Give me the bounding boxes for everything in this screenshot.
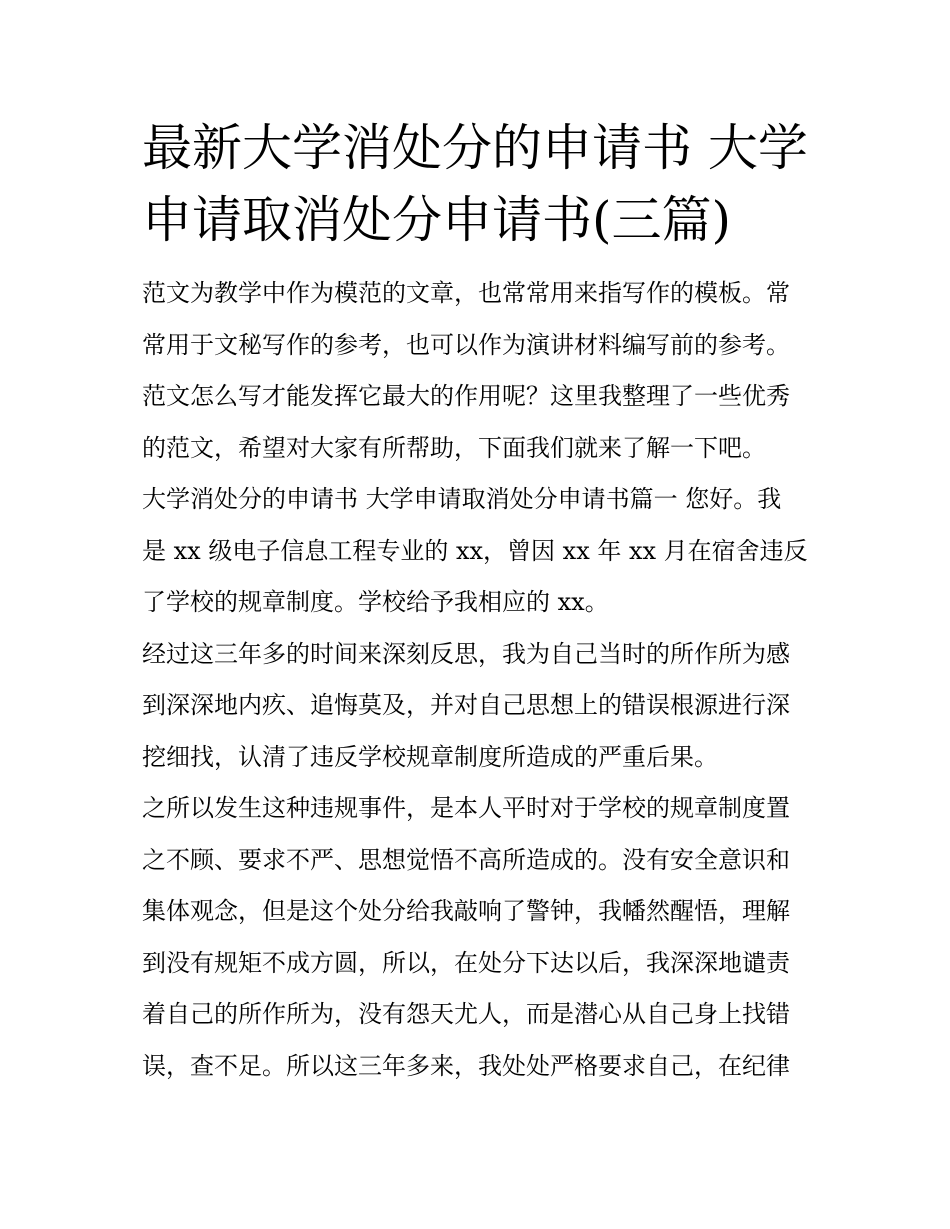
text-line: 经过这三年多的时间来深刻反思，我为自己当时的所作所为感 <box>142 639 790 668</box>
paragraph-cause <box>142 783 814 1092</box>
paragraph-reflection <box>142 629 814 784</box>
text-line: 之不顾、要求不严、思想觉悟不高所造成的。没有安全意识和 <box>142 845 790 874</box>
text-line: 范文怎么写才能发挥它最大的作用呢？这里我整理了一些优秀 <box>142 382 790 410</box>
text-line: 之所以发生这种违规事件，是本人平时对于学校的规章制度置 <box>142 794 790 822</box>
text-line: 常用于文秘写作的参考，也可以作为演讲材料编写前的参考。 <box>142 330 790 359</box>
text-line: 是 xx 级电子信息工程专业的 xx，曾因 xx 年 xx 月在宿舍违反 <box>142 536 808 565</box>
paragraph-intro <box>142 268 814 474</box>
title-line: 申请取消处分申请书(三篇) <box>142 191 732 249</box>
title-line: 最新大学消处分的申请书 大学 <box>142 119 808 177</box>
paragraph-opening <box>142 474 814 629</box>
document-body <box>142 268 814 1092</box>
text-line: 了学校的规章制度。学校给予我相应的 xx。 <box>142 588 609 616</box>
text-line: 误，查不足。所以这三年多来，我处处严格要求自己，在纪律 <box>142 1051 790 1080</box>
text-line: 范文为教学中作为模范的文章，也常常用来指写作的模板。常 <box>142 279 790 307</box>
document-title <box>142 112 814 256</box>
text-line: 挖细找，认清了违反学校规章制度所造成的严重后果。 <box>142 742 718 771</box>
text-line: 集体观念，但是这个处分给我敲响了警钟，我幡然醒悟，理解 <box>142 897 790 925</box>
text-line: 大学消处分的申请书 大学申请取消处分申请书篇一 您好。我 <box>142 485 782 513</box>
text-line: 到没有规矩不成方圆，所以，在处分下达以后，我深深地谴责 <box>142 948 790 977</box>
text-line: 着自己的所作所为，没有怨天尤人，而是潜心从自己身上找错 <box>142 1000 790 1028</box>
document-content <box>142 112 814 1092</box>
text-line: 到深深地内疚、追悔莫及，并对自己思想上的错误根源进行深 <box>142 691 790 719</box>
text-line: 的范文，希望对大家有所帮助，下面我们就来了解一下吧。 <box>142 433 766 462</box>
